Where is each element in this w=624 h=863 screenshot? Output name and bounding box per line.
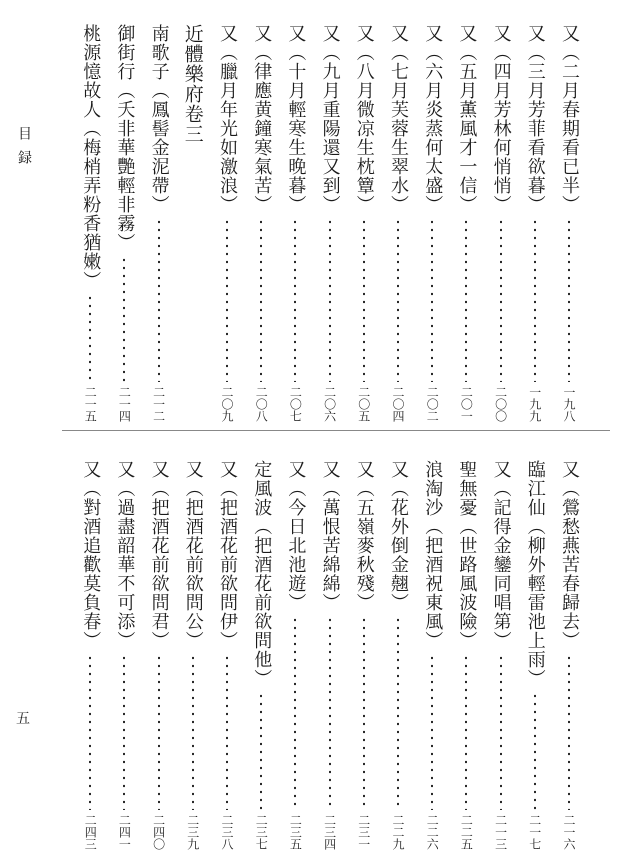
entry-title: 又（今日北池遊） bbox=[285, 460, 307, 612]
dot-leader bbox=[500, 654, 502, 810]
entry-page-number: 一九九 bbox=[527, 386, 542, 422]
dot-leader bbox=[294, 218, 296, 382]
toc-entry bbox=[351, 24, 377, 422]
dot-leader bbox=[329, 616, 331, 810]
entry-title: 又（二月春期看已半） bbox=[559, 24, 580, 214]
entry-page-number: 二四三 bbox=[83, 814, 98, 850]
entry-page-number: 二三七 bbox=[254, 814, 269, 850]
toc-entry bbox=[556, 460, 582, 850]
entry-title: 又（記得金鑾同唱第） bbox=[490, 460, 512, 650]
entry-page-number: 一九八 bbox=[562, 386, 576, 422]
dot-leader bbox=[329, 218, 331, 382]
entry-title: 又（三月芳菲看欲暮） bbox=[524, 24, 546, 214]
entry-page-number: 二〇二 bbox=[425, 386, 440, 422]
toc-entry bbox=[385, 460, 411, 850]
entry-page-number: 二〇九 bbox=[220, 386, 234, 422]
dot-leader bbox=[89, 294, 91, 382]
toc-entry bbox=[248, 460, 274, 850]
dot-leader bbox=[226, 654, 228, 810]
toc-entry bbox=[111, 24, 137, 422]
entry-page-number: 二〇五 bbox=[356, 386, 371, 422]
entry-title: 定風波（把酒花前欲問他） bbox=[251, 460, 273, 688]
dot-leader bbox=[397, 218, 399, 382]
entry-title: 又（過盡韶華不可添） bbox=[114, 460, 136, 650]
entry-page-number: 二〇四 bbox=[391, 386, 405, 422]
toc-entry bbox=[522, 460, 548, 850]
toc-entry bbox=[522, 24, 548, 422]
dot-leader bbox=[158, 654, 160, 810]
entry-title: 又（萬恨苦綿綿） bbox=[319, 460, 341, 612]
dot-leader bbox=[363, 218, 365, 382]
dot-leader bbox=[465, 654, 467, 810]
entry-page-number: 二一三 bbox=[493, 814, 508, 850]
entry-title: 御街行（夭非華艷輕非霧） bbox=[114, 24, 136, 252]
toc-entry bbox=[111, 460, 137, 850]
entry-title: 又（五嶺麥秋殘） bbox=[353, 460, 375, 612]
dot-leader bbox=[260, 692, 262, 810]
entry-page-number: 二二六 bbox=[425, 814, 440, 850]
toc-entry bbox=[385, 24, 411, 422]
entry-page-number: 二三四 bbox=[322, 814, 337, 850]
dot-leader bbox=[123, 654, 125, 810]
dot-leader bbox=[568, 654, 570, 810]
dot-leader bbox=[534, 692, 536, 810]
dot-leader bbox=[431, 218, 433, 382]
entry-title: 又（臘月年光如激浪） bbox=[217, 24, 238, 214]
entry-page-number: 二三八 bbox=[220, 814, 234, 850]
toc-entry bbox=[77, 24, 103, 422]
toc-entry bbox=[488, 24, 514, 422]
dot-leader bbox=[397, 616, 399, 810]
entry-title: 又（把酒花前欲問公） bbox=[182, 460, 204, 650]
dot-leader bbox=[260, 218, 262, 382]
entry-title: 又（律應黄鐘寒氣苦） bbox=[251, 24, 273, 214]
dot-leader bbox=[123, 256, 125, 382]
toc-entry bbox=[317, 24, 343, 422]
dot-leader bbox=[465, 218, 467, 382]
entry-page-number: 二四一 bbox=[117, 814, 132, 850]
entry-page-number: 二〇六 bbox=[322, 386, 337, 422]
entry-page-number: 二二九 bbox=[391, 814, 405, 850]
dot-leader bbox=[89, 654, 91, 810]
entry-title: 又（六月炎蒸何太盛） bbox=[422, 24, 444, 214]
entry-title: 又（七月芙蓉生翠水） bbox=[388, 24, 409, 214]
toc-entry bbox=[146, 460, 172, 850]
entry-title: 近體樂府卷三 bbox=[181, 24, 204, 144]
toc-entry bbox=[419, 460, 445, 850]
entry-page-number: 二〇一 bbox=[459, 386, 474, 422]
entry-title: 又（四月芳林何悄悄） bbox=[490, 24, 512, 214]
dot-leader bbox=[431, 654, 433, 810]
entry-title: 又（把酒花前欲問伊） bbox=[217, 460, 238, 650]
entry-title: 又（八月微凉生枕簟） bbox=[353, 24, 375, 214]
entry-page-number: 二二五 bbox=[459, 814, 474, 850]
entry-page-number: 二〇八 bbox=[254, 386, 269, 422]
section-divider bbox=[62, 430, 610, 431]
toc-entry bbox=[351, 460, 377, 850]
entry-title: 南歌子（鳳髻金泥帶） bbox=[148, 24, 170, 214]
dot-leader bbox=[500, 218, 502, 382]
entry-title: 又（五月薫風才一信） bbox=[456, 24, 478, 214]
toc-entry bbox=[317, 460, 343, 850]
toc-entry bbox=[214, 460, 240, 850]
toc-entry bbox=[214, 24, 240, 422]
toc-entry bbox=[453, 460, 479, 850]
toc-entry bbox=[180, 460, 206, 850]
entry-title: 又（鶯愁燕苦春歸去） bbox=[559, 460, 580, 650]
dot-leader bbox=[363, 616, 365, 810]
side-label: 目録 bbox=[16, 126, 32, 174]
toc-entry bbox=[146, 24, 172, 422]
dot-leader bbox=[226, 218, 228, 382]
entry-page-number: 二一二 bbox=[151, 386, 166, 422]
entry-page-number: 二三一 bbox=[356, 814, 371, 850]
entry-title: 臨江仙（柳外輕雷池上雨） bbox=[524, 460, 546, 688]
entry-page-number: 二一四 bbox=[117, 386, 132, 422]
entry-page-number: 二四〇 bbox=[151, 814, 166, 850]
entry-page-number: 二一六 bbox=[562, 814, 576, 850]
entry-page-number: 二三九 bbox=[185, 814, 200, 850]
dot-leader bbox=[534, 218, 536, 382]
toc-entry bbox=[77, 460, 103, 850]
entry-page-number: 二一五 bbox=[83, 386, 98, 422]
toc-entry bbox=[282, 24, 308, 422]
entry-page-number: 二一七 bbox=[527, 814, 542, 850]
toc-entry bbox=[556, 24, 582, 422]
dot-leader bbox=[294, 616, 296, 810]
entry-title: 又（花外倒金翹） bbox=[388, 460, 409, 612]
toc-entry bbox=[282, 460, 308, 850]
entry-page-number: 二〇七 bbox=[288, 386, 303, 422]
entry-title: 浪淘沙（把酒祝東風） bbox=[422, 460, 444, 650]
entry-title: 又（把酒花前欲問君） bbox=[148, 460, 170, 650]
toc-entry bbox=[488, 460, 514, 850]
entry-page-number: 二〇〇 bbox=[493, 386, 508, 422]
entry-title: 又（對酒追歡莫負春） bbox=[80, 460, 102, 650]
dot-leader bbox=[158, 218, 160, 382]
page-number: 五 bbox=[16, 711, 30, 727]
toc-entry bbox=[453, 24, 479, 422]
volume-heading bbox=[180, 24, 206, 422]
entry-title: 聖無憂（世路風波險） bbox=[456, 460, 478, 650]
entry-title: 又（十月輕寒生晚暮） bbox=[285, 24, 307, 214]
entry-title: 桃源憶故人（梅梢弄粉香猶嫩） bbox=[80, 24, 102, 290]
entry-title: 又（九月重陽還又到） bbox=[319, 24, 341, 214]
dot-leader bbox=[568, 218, 570, 382]
toc-entry bbox=[419, 24, 445, 422]
toc-entry bbox=[248, 24, 274, 422]
dot-leader bbox=[192, 654, 194, 810]
entry-page-number: 二三五 bbox=[288, 814, 303, 850]
